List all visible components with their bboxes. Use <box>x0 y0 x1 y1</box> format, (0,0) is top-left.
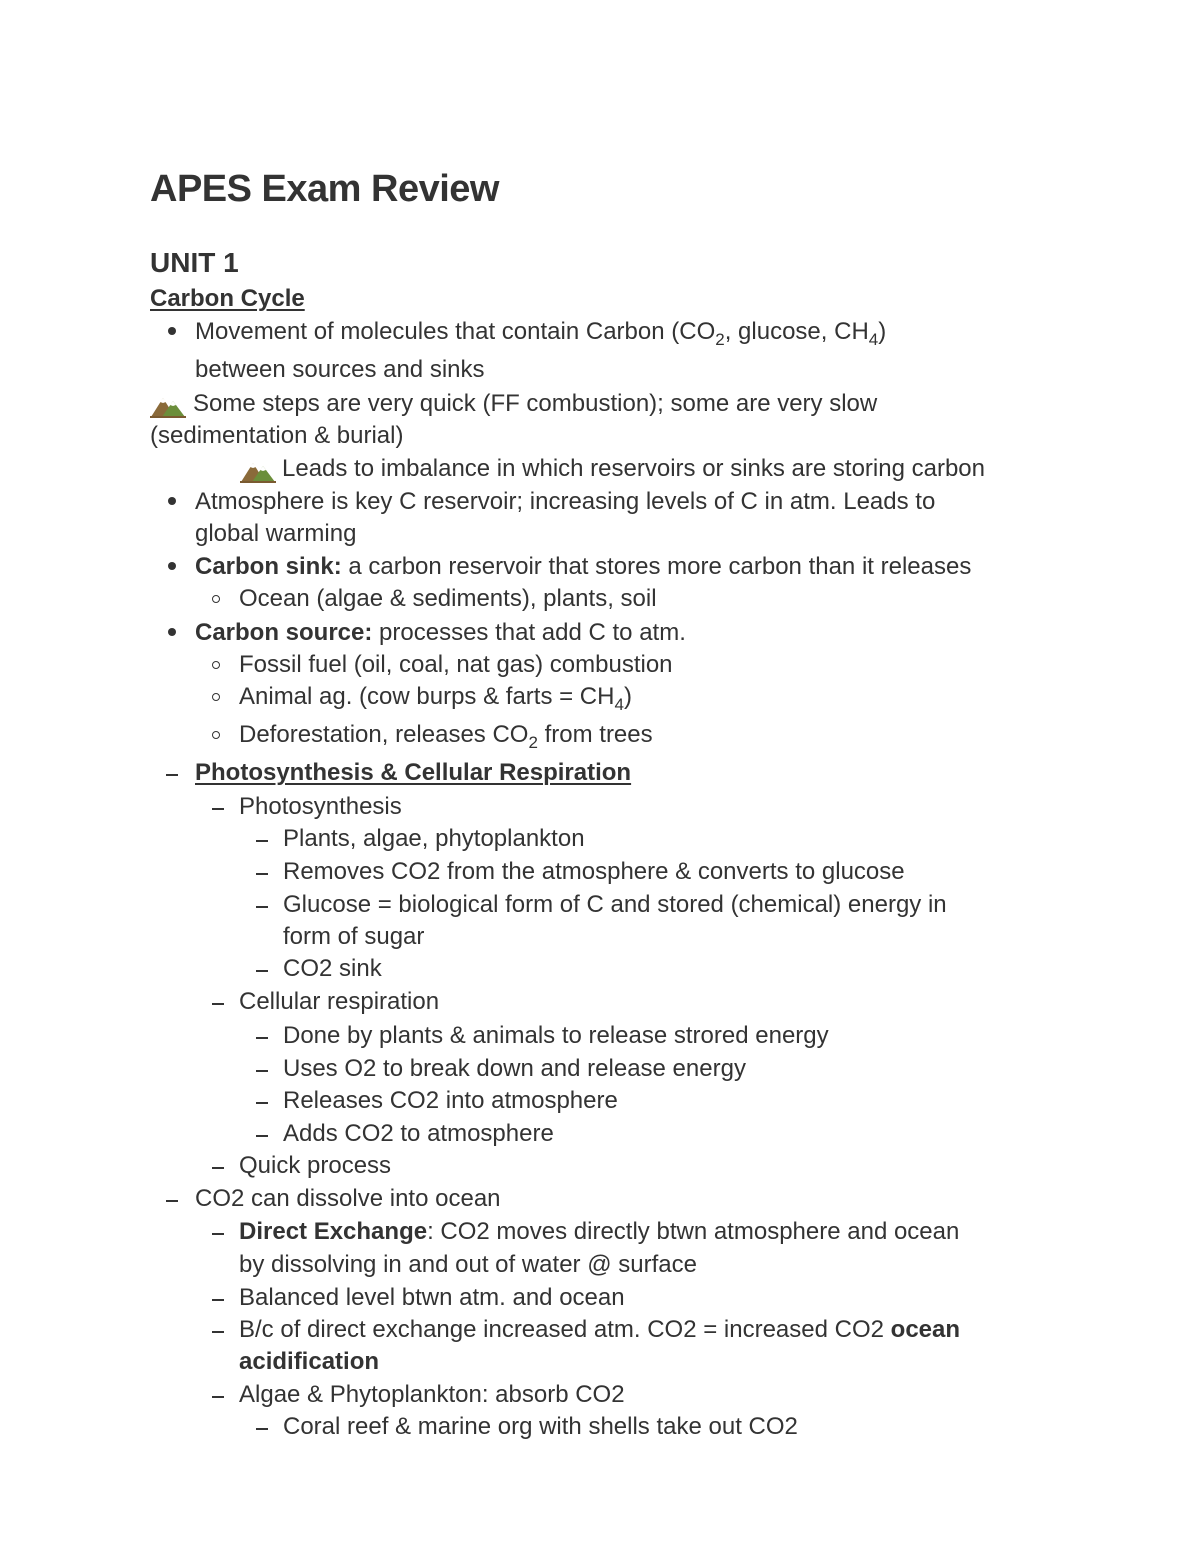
dash-bullet <box>212 808 224 810</box>
dash-bullet <box>166 1200 178 1202</box>
list-item-quick-process: Quick process <box>239 1152 392 1179</box>
dash-bullet <box>212 1331 224 1333</box>
list-item-photo-2: Glucose = biological form of C and stored (chemical) energy in <box>283 891 947 918</box>
bullet-disc <box>168 562 176 570</box>
list-item-direct-exchange-cont: by dissolving in and out of water @ surface <box>239 1251 697 1278</box>
bullet-circle <box>212 661 220 669</box>
bullet-disc <box>168 327 176 335</box>
list-item-resp-2: Releases CO2 into atmosphere <box>283 1087 618 1114</box>
list-item-photo-1: Removes CO2 from the atmosphere & converts to glucose <box>283 858 905 885</box>
bullet-disc <box>168 628 176 636</box>
list-item-algae: Algae & Phytoplankton: absorb CO2 <box>239 1381 625 1408</box>
note-imbalance: Leads to imbalance in which reservoirs or sinks are storing carbon <box>282 455 985 482</box>
dash-bullet <box>256 840 268 842</box>
dash-bullet <box>256 1428 268 1430</box>
dash-bullet <box>212 1167 224 1169</box>
list-item-acidification: B/c of direct exchange increased atm. CO2 = increased CO2 ocean <box>239 1316 961 1343</box>
list-item-coral: Coral reef & marine org with shells take out CO2 <box>283 1413 798 1440</box>
dash-bullet <box>256 970 268 972</box>
list-item-resp-1: Uses O2 to break down and release energy <box>283 1055 746 1082</box>
note-quick-slow-cont: (sedimentation & burial) <box>150 422 404 449</box>
note-quick-slow: Some steps are very quick (FF combustion); some are very slow <box>193 390 878 417</box>
list-item-carbon-source: Carbon source: processes that add C to atm. <box>195 619 686 646</box>
list-item-cellular-respiration: Cellular respiration <box>239 988 440 1015</box>
dash-bullet <box>256 1135 268 1137</box>
mountain-icon <box>240 459 276 483</box>
dash-bullet <box>256 906 268 908</box>
list-item-atmosphere-cont: global warming <box>195 520 357 547</box>
list-item-co2-dissolve: CO2 can dissolve into ocean <box>195 1185 501 1212</box>
dash-bullet <box>212 1299 224 1301</box>
list-item-direct-exchange: Direct Exchange: CO2 moves directly btwn atmosphere and ocean <box>239 1218 960 1245</box>
mountain-icon <box>150 394 186 418</box>
unit-heading: UNIT 1 <box>150 247 239 278</box>
bullet-circle <box>212 693 220 701</box>
document-title: APES Exam Review <box>150 168 499 210</box>
list-item-resp-0: Done by plants & animals to release strored energy <box>283 1022 829 1049</box>
dash-bullet <box>212 1233 224 1235</box>
list-item-movement-cont: between sources and sinks <box>195 356 485 383</box>
dash-bullet <box>256 1037 268 1039</box>
list-item-acidification-cont: acidification <box>239 1348 380 1375</box>
dash-bullet <box>256 1070 268 1072</box>
bullet-disc <box>168 497 176 505</box>
list-item-animal-ag: Animal ag. (cow burps & farts = $CH_4$) <box>239 683 632 714</box>
list-item-movement: Movement of molecules that contain Carbon ($CO_2$, glucose, $CH_4$) <box>195 318 887 349</box>
list-item-photo-3: CO2 sink <box>283 955 382 982</box>
dash-bullet <box>212 1003 224 1005</box>
list-item-photo-2-cont: form of sugar <box>283 923 425 950</box>
list-item-deforestation: Deforestation, releases $CO_2$ from trees <box>239 721 653 752</box>
carbon-cycle-heading: Carbon Cycle <box>150 285 305 312</box>
bullet-circle <box>212 731 220 739</box>
bullet-circle <box>212 595 220 603</box>
list-item-atmosphere: Atmosphere is key C reservoir; increasing levels of C in atm. Leads to <box>195 488 936 515</box>
dash-bullet <box>256 873 268 875</box>
list-item-fossil-fuel: Fossil fuel (oil, coal, nat gas) combustion <box>239 651 673 678</box>
list-item-photosynthesis: Photosynthesis <box>239 793 402 820</box>
dash-bullet <box>256 1102 268 1104</box>
list-item-balanced: Balanced level btwn atm. and ocean <box>239 1284 625 1311</box>
photosynthesis-heading: Photosynthesis & Cellular Respiration <box>195 759 632 786</box>
dash-bullet <box>212 1396 224 1398</box>
list-item-carbon-sink: Carbon sink: a carbon reservoir that stores more carbon than it releases <box>195 553 972 580</box>
list-item-sink-examples: Ocean (algae & sediments), plants, soil <box>239 585 657 612</box>
dash-bullet <box>166 774 178 776</box>
list-item-resp-3: Adds CO2 to atmosphere <box>283 1120 554 1147</box>
list-item-photo-0: Plants, algae, phytoplankton <box>283 825 585 852</box>
